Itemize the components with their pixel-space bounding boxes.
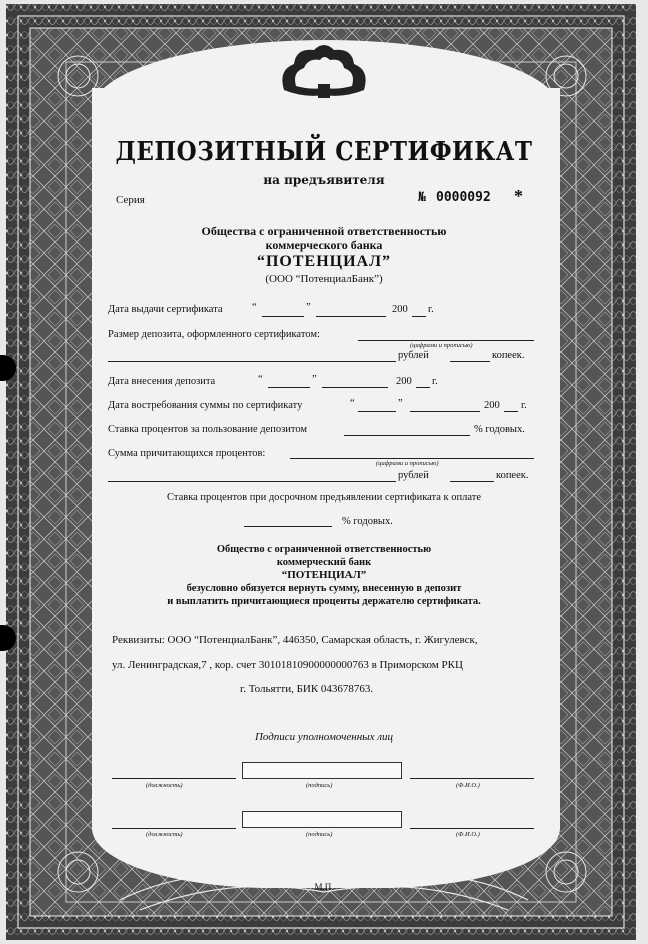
certificate-number: 0000092	[436, 190, 491, 205]
interest-sum-field-2[interactable]	[108, 481, 396, 482]
signature-caption: (подпись)	[306, 782, 333, 789]
signature-caption: (подпись)	[306, 831, 333, 838]
rubles-label: рублей	[398, 470, 429, 481]
percent-annual: % годовых.	[342, 516, 393, 527]
year-prefix: 200	[484, 400, 500, 411]
quote-close: ”	[398, 398, 403, 409]
requisites-line-1: Реквизиты: ООО “ПотенциалБанк”, 446350, Самарская область, г. Жигулевск,	[112, 634, 478, 646]
number-label: №	[418, 190, 426, 205]
obligation-line-1: Общество с ограниченной ответственностью	[216, 544, 432, 555]
quote-open: “	[350, 398, 355, 409]
stamp-place: М.П.	[314, 882, 334, 892]
position-field-2[interactable]	[112, 828, 236, 829]
demand-day-field[interactable]	[358, 411, 396, 412]
kopecks-label: копеек.	[492, 350, 525, 361]
issuer-line-1: Общества с ограниченной ответственностью	[201, 224, 447, 238]
year-suffix: г.	[432, 376, 438, 387]
year-suffix: г.	[521, 400, 527, 411]
position-field-1[interactable]	[112, 778, 236, 779]
obligation-line-4: безусловно обязуется вернуть сумму, внесенную в депозит	[186, 583, 462, 594]
quote-open: “	[252, 302, 257, 313]
star-mark: *	[514, 186, 523, 206]
quote-close: ”	[306, 302, 311, 313]
name-caption: (Ф.И.О.)	[456, 782, 480, 789]
digits-words-hint: (цифрами и прописью)	[410, 342, 473, 349]
name-field-1[interactable]	[410, 778, 534, 779]
deposit-amount-field[interactable]	[358, 340, 534, 341]
interest-sum-label: Сумма причитающихся процентов:	[108, 448, 266, 459]
early-rate-label: Ставка процентов при досрочном предъявлении сертификата к оплате	[167, 492, 481, 503]
deposit-amount-label: Размер депозита, оформленного сертификатом:	[108, 329, 320, 340]
demand-year-field[interactable]	[504, 411, 518, 412]
series-label: Серия	[116, 194, 145, 206]
document-subtitle: на предъявителя	[263, 173, 385, 187]
issuer-name: “ПОТЕНЦИАЛ”	[256, 253, 392, 270]
deposit-month-field[interactable]	[322, 387, 388, 388]
issue-year-field[interactable]	[412, 316, 426, 317]
signature-box-2[interactable]	[242, 811, 402, 828]
issuer-short-name: (ООО “ПотенциалБанк”)	[265, 273, 383, 285]
rubles-label: рублей	[398, 350, 429, 361]
year-prefix: 200	[392, 304, 408, 315]
quote-close: ”	[312, 374, 317, 385]
obligation-line-5: и выплатить причитающиеся проценты держателю сертификата.	[167, 596, 481, 607]
demand-date-label: Дата востребования суммы по сертификату	[108, 400, 303, 411]
demand-month-field[interactable]	[410, 411, 480, 412]
obligation-line-3: “ПОТЕНЦИАЛ”	[281, 569, 367, 581]
signature-box-1[interactable]	[242, 762, 402, 779]
bank-emblem-icon	[274, 40, 374, 102]
year-suffix: г.	[428, 304, 434, 315]
deposit-kopecks-field[interactable]	[450, 361, 490, 362]
requisites-line-3: г. Тольятти, БИК 043678763.	[240, 683, 374, 695]
issue-month-field[interactable]	[316, 316, 386, 317]
requisites-line-2: ул. Ленинградская,7 , кор. счет 30101810900000000763 в Приморском РКЦ	[112, 659, 463, 671]
deposit-date-label: Дата внесения депозита	[108, 376, 216, 387]
document-title: ДЕПОЗИТНЫЙ СЕРТИФИКАТ	[115, 135, 533, 168]
position-caption: (должность)	[146, 831, 183, 838]
quote-open: “	[258, 374, 263, 385]
year-prefix: 200	[396, 376, 412, 387]
rate-label: Ставка процентов за пользование депозитом	[108, 424, 308, 435]
deposit-amount-field-2[interactable]	[108, 361, 396, 362]
percent-annual: % годовых.	[474, 424, 525, 435]
interest-sum-field[interactable]	[290, 458, 534, 459]
deposit-day-field[interactable]	[268, 387, 310, 388]
position-caption: (должность)	[146, 782, 183, 789]
deposit-year-field[interactable]	[416, 387, 430, 388]
interest-kopecks-field[interactable]	[450, 481, 494, 482]
early-rate-field[interactable]	[244, 526, 332, 527]
signatures-heading: Подписи уполномоченных лиц	[254, 731, 394, 743]
name-caption: (Ф.И.О.)	[456, 831, 480, 838]
name-field-2[interactable]	[410, 828, 534, 829]
issuer-line-2: коммерческого банка	[265, 238, 383, 252]
issue-day-field[interactable]	[262, 316, 304, 317]
rate-field[interactable]	[344, 435, 470, 436]
issue-date-label: Дата выдачи сертификата	[108, 304, 223, 315]
obligation-line-2: коммерческий банк	[276, 557, 372, 568]
digits-words-hint-2: (цифрами и прописью)	[376, 460, 439, 467]
kopecks-label: копеек.	[496, 470, 529, 481]
